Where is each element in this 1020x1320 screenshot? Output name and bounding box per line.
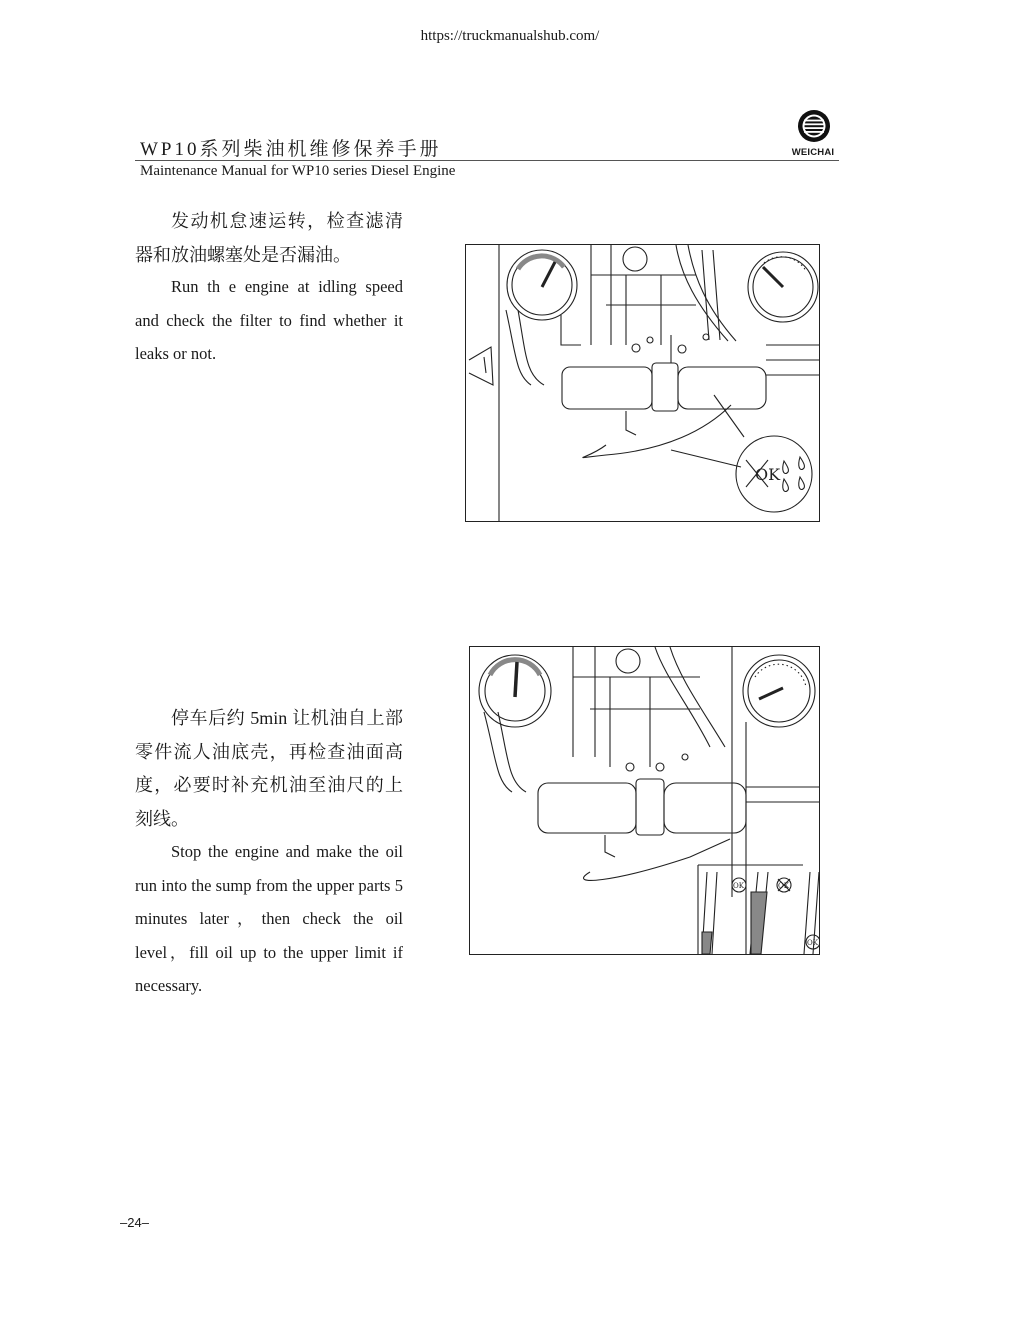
- section2-text-en: Stop the engine and make the oil run into the sump from the upper parts 5 minutes later，then check the oil level，fill oil up to the upper limit if necessary.: [135, 842, 403, 995]
- figure-ok-label-1: OK: [733, 882, 744, 890]
- figure-ok-label-3: OK: [807, 939, 818, 947]
- source-url[interactable]: https://truckmanualshub.com/: [420, 28, 600, 44]
- weichai-logo-text: WEICHAI: [791, 147, 835, 158]
- manual-title-en: Maintenance Manual for WP10 series Diesel Engine: [140, 163, 456, 179]
- section1-text-cn: 发动机怠速运转，检查滤清器和放油螺塞处是否漏油。: [135, 211, 403, 265]
- figure-oil-level-check: [469, 646, 820, 955]
- section1-text-en: Run th e engine at idling speed and check the filter to find whether it leaks or not.: [135, 277, 403, 363]
- page-number: –24–: [120, 1215, 149, 1230]
- figure-ok-label-2: OK: [778, 882, 789, 890]
- figure-leak-check: [465, 244, 820, 522]
- header-rule: [135, 160, 839, 161]
- section2-text-cn: 停车后约 5min 让机油自上部零件流人油底壳，再检查油面高度，必要时补充机油至油尺的上刻线。: [135, 708, 403, 829]
- figure-ok-label: OK: [755, 465, 781, 484]
- manual-title-cn: WP10系列柴油机维修保养手册: [140, 139, 442, 160]
